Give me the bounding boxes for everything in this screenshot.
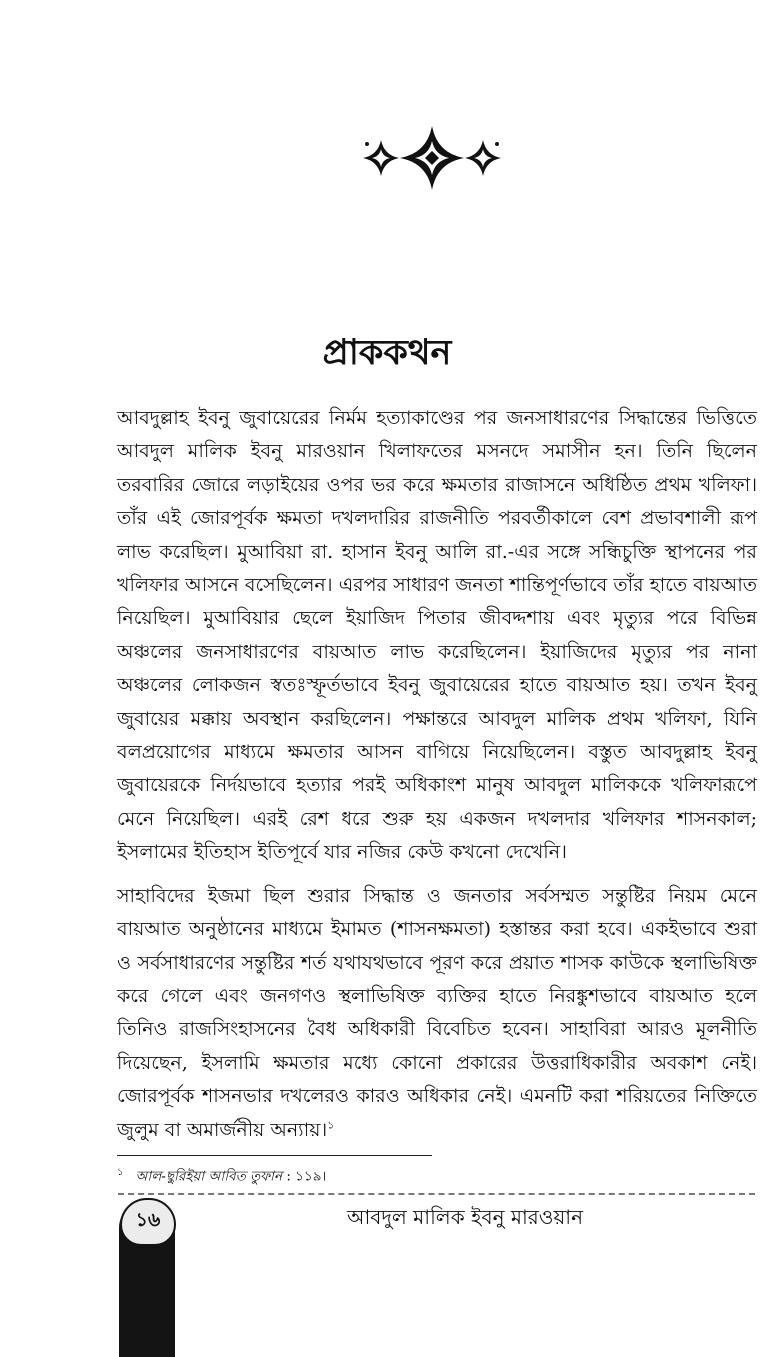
footnote-reference: আল-ছুরিইয়া আবিত তুফান	[135, 1168, 283, 1185]
paragraph	[117, 402, 757, 870]
footnote-number: ১	[117, 1167, 124, 1178]
diamond-stars-ornament-icon	[357, 118, 507, 200]
footnote	[117, 1162, 326, 1188]
footnote-marker: ১	[327, 1118, 335, 1132]
paragraph-text: আবদুল্লাহ ইবনু জুবায়েরের নির্মম হত্যাকাণ্ডের পর জনসাধারণের সিদ্ধান্তের ভিত্তিতে আবদুল মালিক ইবনু মারওয়ান খিলাফতের মসনদে সমাসীন হন। তিনি ছিলেন তরবারির জোরে লড়াইয়ের ওপর ভর করে ক্ষমতার রাজাসনে অধিষ্ঠিত প্রথম খলিফা। তাঁর এই জোরপূর্বক ক্ষমতা দখলদারির রাজনীতি পরবর্তীকালে বেশ প্রভাবশালী রূপ লাভ করেছিল। মুআবিয়া রা. হাসান ইবনু আলি রা.-এর সঙ্গে সন্ধিচুক্তি স্থাপনের পর খলিফার আসনে বসেছিলেন। এরপর সাধারণ জনতা শান্তিপূর্ণভাবে তাঁর হাতে বায়আত নিয়েছিল। মুআবিয়ার ছেলে ইয়াজিদ পিতার জীবদ্দশায় এবং মৃত্যুর পরে বিভিন্ন অঞ্চলের জনসাধারণের বায়আত লাভ করেছিলেন। ইয়াজিদের মৃত্যুর পর নানা অঞ্চলের লোকজন স্বতঃস্ফূর্তভাবে ইবনু জুবায়েরের হাতে বায়আত হয়। তখন ইবনু জুবায়ের মক্কায় অবস্থান করছিলেন। পক্ষান্তরে আবদুল মালিক প্রথম খলিফা, যিনি বলপ্রয়োগের মাধ্যমে ক্ষমতার আসন বাগিয়ে নিয়েছিলেন। বস্তুত আবদুল্লাহ ইবনু জুবায়েরকে নির্দয়ভাবে হত্যার পরই অধিকাংশ মানুষ আবদুল মালিককে খলিফারূপে মেনে নিয়েছিল। এরই রেশ ধরে শুরু হয় একজন দখলদার খলিফার শাসনকাল; ইসলামের ইতিহাস ইতিপূর্বে যার নজির কেউ কখনো দেখেনি।	[117, 407, 757, 864]
body-text	[117, 402, 757, 1147]
page-number: ১৬	[120, 1198, 176, 1246]
paragraph	[117, 880, 757, 1147]
running-title: আবদুল মালিক ইবনু মারওয়ান	[346, 1205, 584, 1229]
footnote-divider	[117, 1155, 432, 1156]
footer-divider	[118, 1193, 755, 1195]
footnote-page: : ১১৯।	[286, 1168, 327, 1185]
page-title: প্রাককথন	[322, 332, 452, 373]
paragraph-text: সাহাবিদের ইজমা ছিল শুরার সিদ্ধান্ত ও জনতার সর্বসম্মত সন্তুষ্টির নিয়ম মেনে বায়আত অনুষ্ঠানের মাধ্যমে ইমামত (শাসনক্ষমতা) হস্তান্তর করা হবে। একইভাবে শুরা ও সর্বসাধারণের সন্তুষ্টির শর্ত যথাযথভাবে পূরণ করে প্রয়াত শাসক কাউকে স্থলাভিষিক্ত করে গেলে এবং জনগণও স্থলাভিষিক্ত ব্যক্তির হাতে নিরঙ্কুশভাবে বায়আত হলে তিনিও রাজসিংহাসনের বৈধ অধিকারী বিবেচিত হবেন। সাহাবিরা আরও মূলনীতি দিয়েছেন, ইসলামি ক্ষমতার মধ্যে কোনো প্রকারের উত্তরাধিকারীর অবকাশ নেই। জোরপূর্বক শাসনভার দখলেরও কারও অধিকার নেই। এমনটি করা শরিয়তের নিক্তিতে জুলুম বা অমার্জনীয় অন্যায়।	[117, 884, 757, 1141]
